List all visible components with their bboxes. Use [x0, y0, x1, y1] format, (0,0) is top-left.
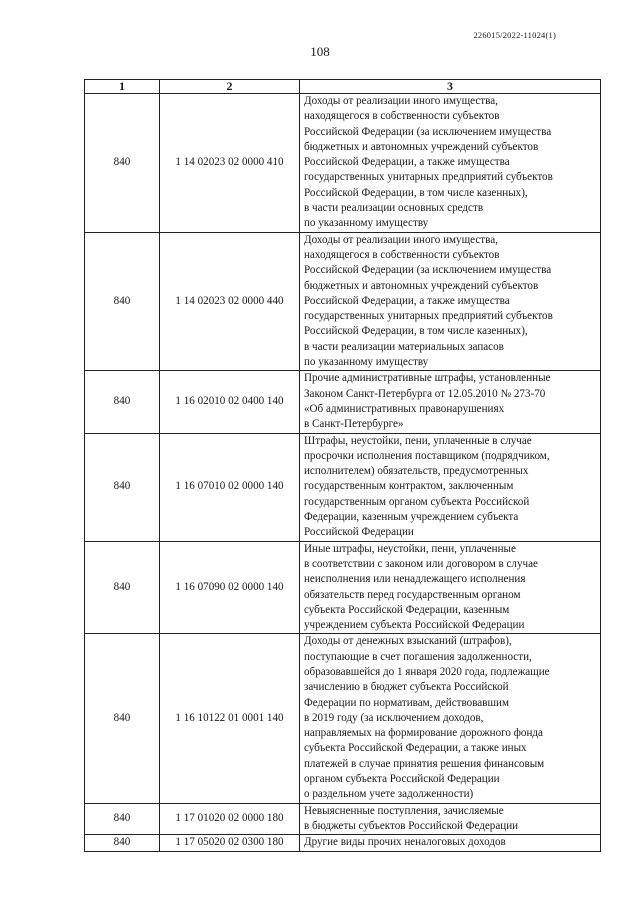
revenue-code: 1 14 02023 02 0000 410 — [160, 94, 300, 233]
revenue-name: Штрафы, неустойки, пени, уплаченные в случае просрочки исполнения поставщиком (подрядчиком, исполнителем) обязательств, предусмотренных государственным контрактом, заключенным государственным органом субъекта Российской Федерации, казенным учреждением субъекта Российской Федерации — [300, 433, 601, 541]
revenue-code: 1 16 10122 01 0001 140 — [160, 634, 300, 803]
table-row — [85, 634, 601, 803]
table-row — [85, 232, 601, 371]
admin-code: 840 — [85, 634, 160, 803]
table-row — [85, 371, 601, 433]
revenue-code: 1 16 07090 02 0000 140 — [160, 541, 300, 634]
table-row — [85, 541, 601, 634]
admin-code: 840 — [85, 541, 160, 634]
table-row — [85, 803, 601, 835]
revenue-name: Доходы от денежных взысканий (штрафов), поступающие в счет погашения задолженности, образовавшейся до 1 января 2020 года, подлежащие зачислению в бюджет субъекта Российской Федерации по нормативам, действовавшим в 2019 году (за исключением доходов, направляемых на формирование дорожного фонда субъекта Российской Федерации, а также иных платежей в случае принятия решения финансовым органом субъекта Российской Федерации о раздельном учете задолженности) — [300, 634, 601, 803]
document-id: 226015/2022-11024(1) — [473, 30, 556, 40]
revenue-name: Доходы от реализации иного имущества, находящегося в собственности субъектов Российской Федерации (за исключением имущества бюджетных и автономных учреждений субъектов Российской Федерации, а также имущества государственных унитарных предприятий субъектов Российской Федерации, в том числе казенных), в части реализации материальных запасов по указанному имуществу — [300, 232, 601, 371]
header-col-2: 2 — [160, 80, 300, 94]
revenue-name: Иные штрафы, неустойки, пени, уплаченные в соответствии с законом или договором в случае неисполнения или ненадлежащего исполнения обязательств перед государственным органом субъекта Российской Федерации, казенным учреждением субъекта Российской Федерации — [300, 541, 601, 634]
header-col-1: 1 — [85, 80, 160, 94]
revenue-name: Доходы от реализации иного имущества, находящегося в собственности субъектов Российской Федерации (за исключением имущества бюджетных и автономных учреждений субъектов Российской Федерации, а также имущества государственных унитарных предприятий субъектов Российской Федерации, в том числе казенных), в части реализации основных средств по указанному имуществу — [300, 94, 601, 233]
admin-code: 840 — [85, 835, 160, 851]
header-col-3: 3 — [300, 80, 601, 94]
revenue-name: Невыясненные поступления, зачисляемые в бюджеты субъектов Российской Федерации — [300, 803, 601, 835]
revenue-name: Прочие административные штрафы, установленные Законом Санкт-Петербурга от 12.05.2010 № 273-70 «Об административных правонарушениях в Санкт-Петербурге» — [300, 371, 601, 433]
admin-code: 840 — [85, 232, 160, 371]
revenue-code: 1 16 07010 02 0000 140 — [160, 433, 300, 541]
table-row — [85, 433, 601, 541]
revenue-name: Другие виды прочих неналоговых доходов — [300, 835, 601, 851]
admin-code: 840 — [85, 94, 160, 233]
revenue-code: 1 16 02010 02 0400 140 — [160, 371, 300, 433]
table-row — [85, 94, 601, 233]
revenue-codes-table — [84, 79, 601, 852]
revenue-code: 1 17 01020 02 0000 180 — [160, 803, 300, 835]
revenue-code: 1 17 05020 02 0300 180 — [160, 835, 300, 851]
admin-code: 840 — [85, 433, 160, 541]
table-row — [85, 835, 601, 851]
table-header-row — [85, 80, 601, 94]
admin-code: 840 — [85, 803, 160, 835]
admin-code: 840 — [85, 371, 160, 433]
revenue-code: 1 14 02023 02 0000 440 — [160, 232, 300, 371]
page-number: 108 — [310, 44, 330, 59]
